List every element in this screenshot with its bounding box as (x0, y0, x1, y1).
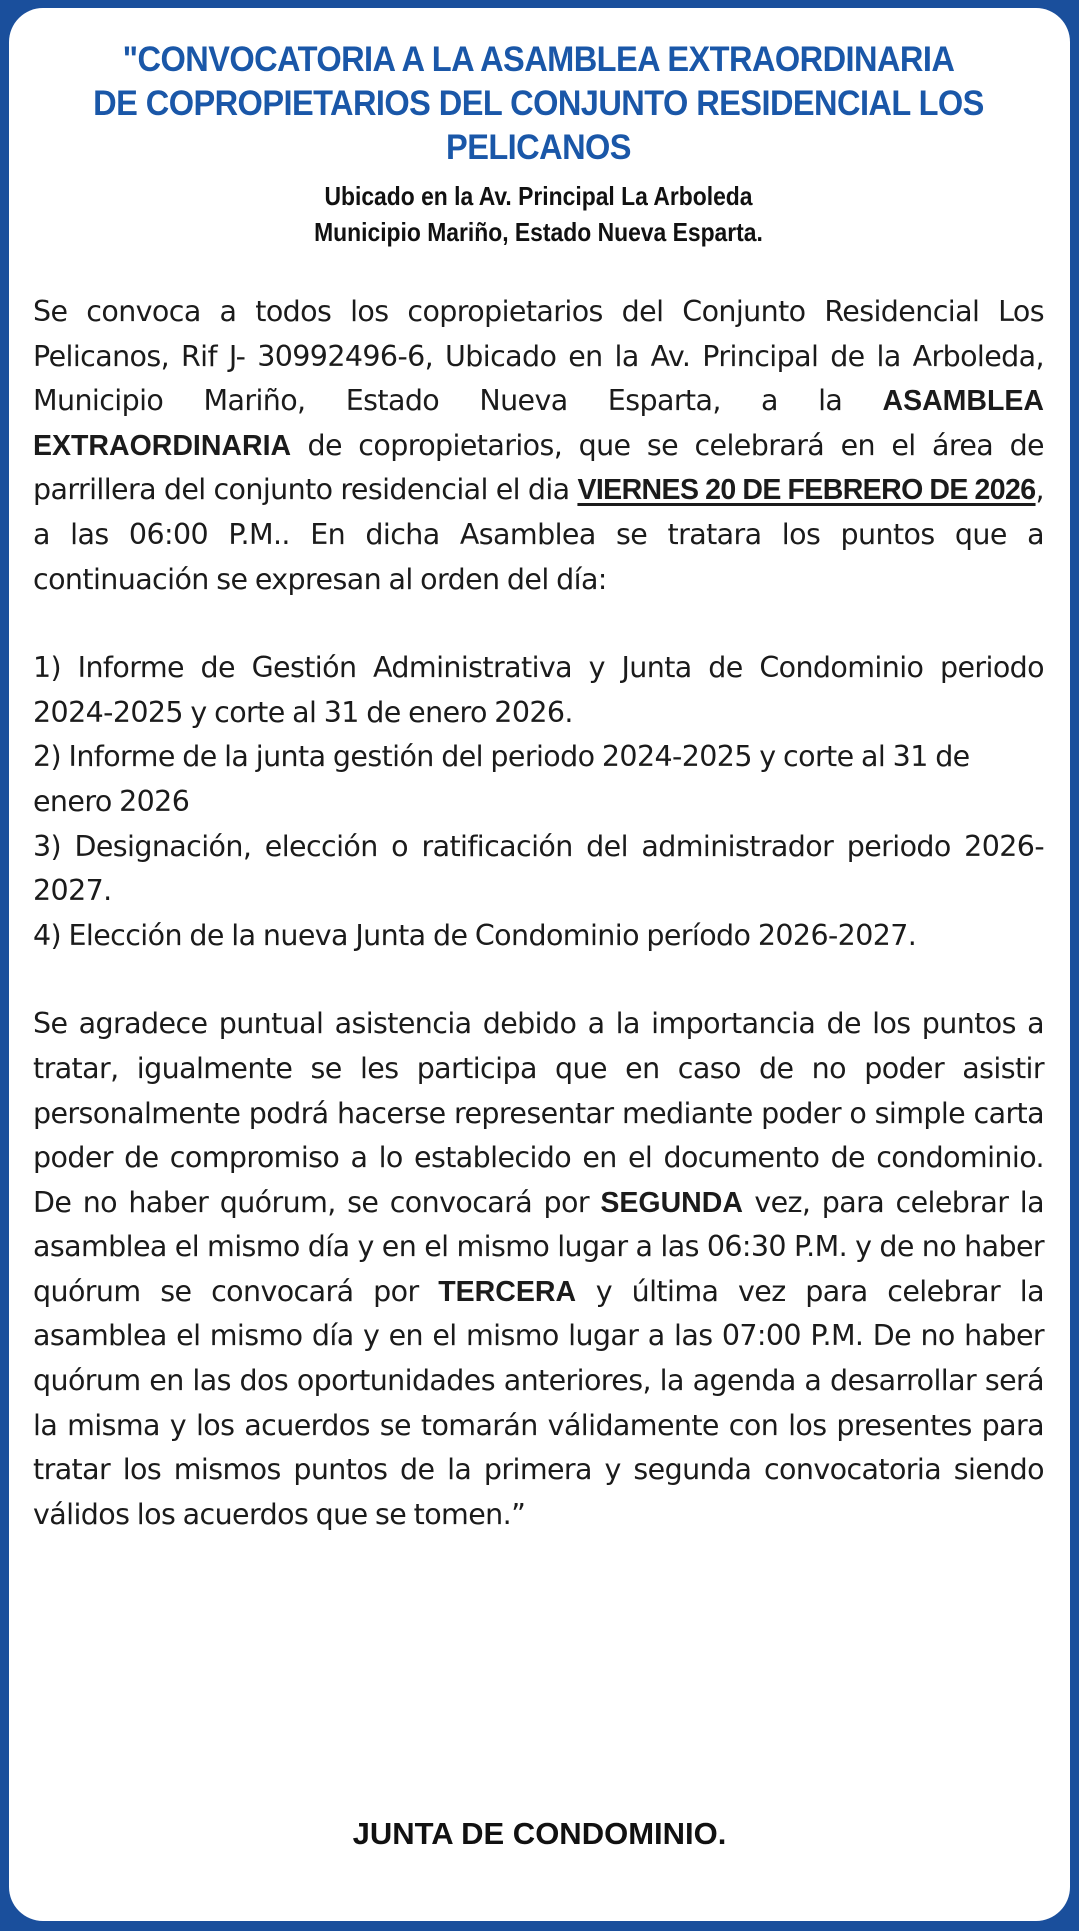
quorum-text-3: y última vez para celebrar la asamblea el mismo día y en el mismo lugar a las 07:00 P.M. De no haber quórum en las dos oportunidades anteriores, la agenda a desarrollar será la misma y los acuerdos se tomarán válidamente con los presentes para tratar los mismos puntos de la primera y segunda convocatoria siendo válidos los acuerdos que se tomen.” (33, 1274, 1044, 1531)
quorum-text-1: Se agradece puntual asistencia debido a la importancia de los puntos a tratar, igualmente se les participa que en caso de no poder asistir personalmente podrá hacerse representar mediante poder o simple carta poder de compromiso a lo establecido en el documento de condominio. De no haber quórum, se convocará por (33, 1007, 1044, 1219)
agenda-item: 4) Elección de la nueva Junta de Condominio período 2026-2027. (33, 918, 917, 952)
location-subtitle (94, 176, 984, 252)
quorum-text-2: vez, para celebrar la asamblea el mismo día y en el mismo lugar a las 06:30 P.M. y de no haber quórum se convocará por (33, 1185, 1044, 1308)
agenda-item: 3) Designación, elección o ratificación del administrador periodo 2026-2027. (33, 829, 1044, 908)
third-call: TERCERA (438, 1275, 577, 1308)
notice-header (33, 38, 1044, 252)
notice-card (9, 8, 1070, 1921)
convocation-text-1: Se convoca a todos los copropietarios del Conjunto Residencial Los Pelicanos, Rif J- 30992496-6, Ubicado en la Av. Principal de la Arboleda, Municipio Mariño, Estado Nueva Esparta, a la (33, 295, 1044, 418)
convocation-paragraph (33, 290, 1044, 602)
convocation-text-2: de copropietarios, que se celebrará en el área de parrillera del conjunto residencial el dia (33, 428, 1044, 507)
agenda-item: 1) Informe de Gestión Administrativa y Junta de Condominio periodo 2024-2025 y corte al 31 de enero 2026. (33, 651, 1044, 729)
title-line-1: "CONVOCATORIA A LA ASAMBLEA EXTRAORDINARIA (122, 40, 955, 79)
subtitle-line-1: Ubicado en la Av. Principal La Arboleda (324, 181, 753, 211)
signature: JUNTA DE CONDOMINIO. (352, 1816, 727, 1851)
second-call: SEGUNDA (600, 1186, 743, 1219)
agenda-item: 2) Informe de la junta gestión del periodo 2024-2025 y corte al 31 de enero 2026 (33, 740, 970, 818)
agenda-list (33, 646, 1044, 958)
assembly-date: VIERNES 20 DE FEBRERO DE 2026 (577, 474, 1036, 507)
title-line-2: DE COPROPIETARIOS DEL CONJUNTO RESIDENCIAL LOS PELICANOS (93, 84, 984, 167)
quorum-paragraph (33, 1002, 1044, 1537)
convocation-text-3: , a las 06:00 P.M.. En dicha Asamblea se tratara los puntos que a continuación se expresan al orden del día: (33, 473, 1044, 596)
assembly-type: ASAMBLEA EXTRAORDINARIA (33, 385, 1044, 462)
subtitle-line-2: Municipio Mariño, Estado Nueva Esparta. (314, 217, 763, 247)
